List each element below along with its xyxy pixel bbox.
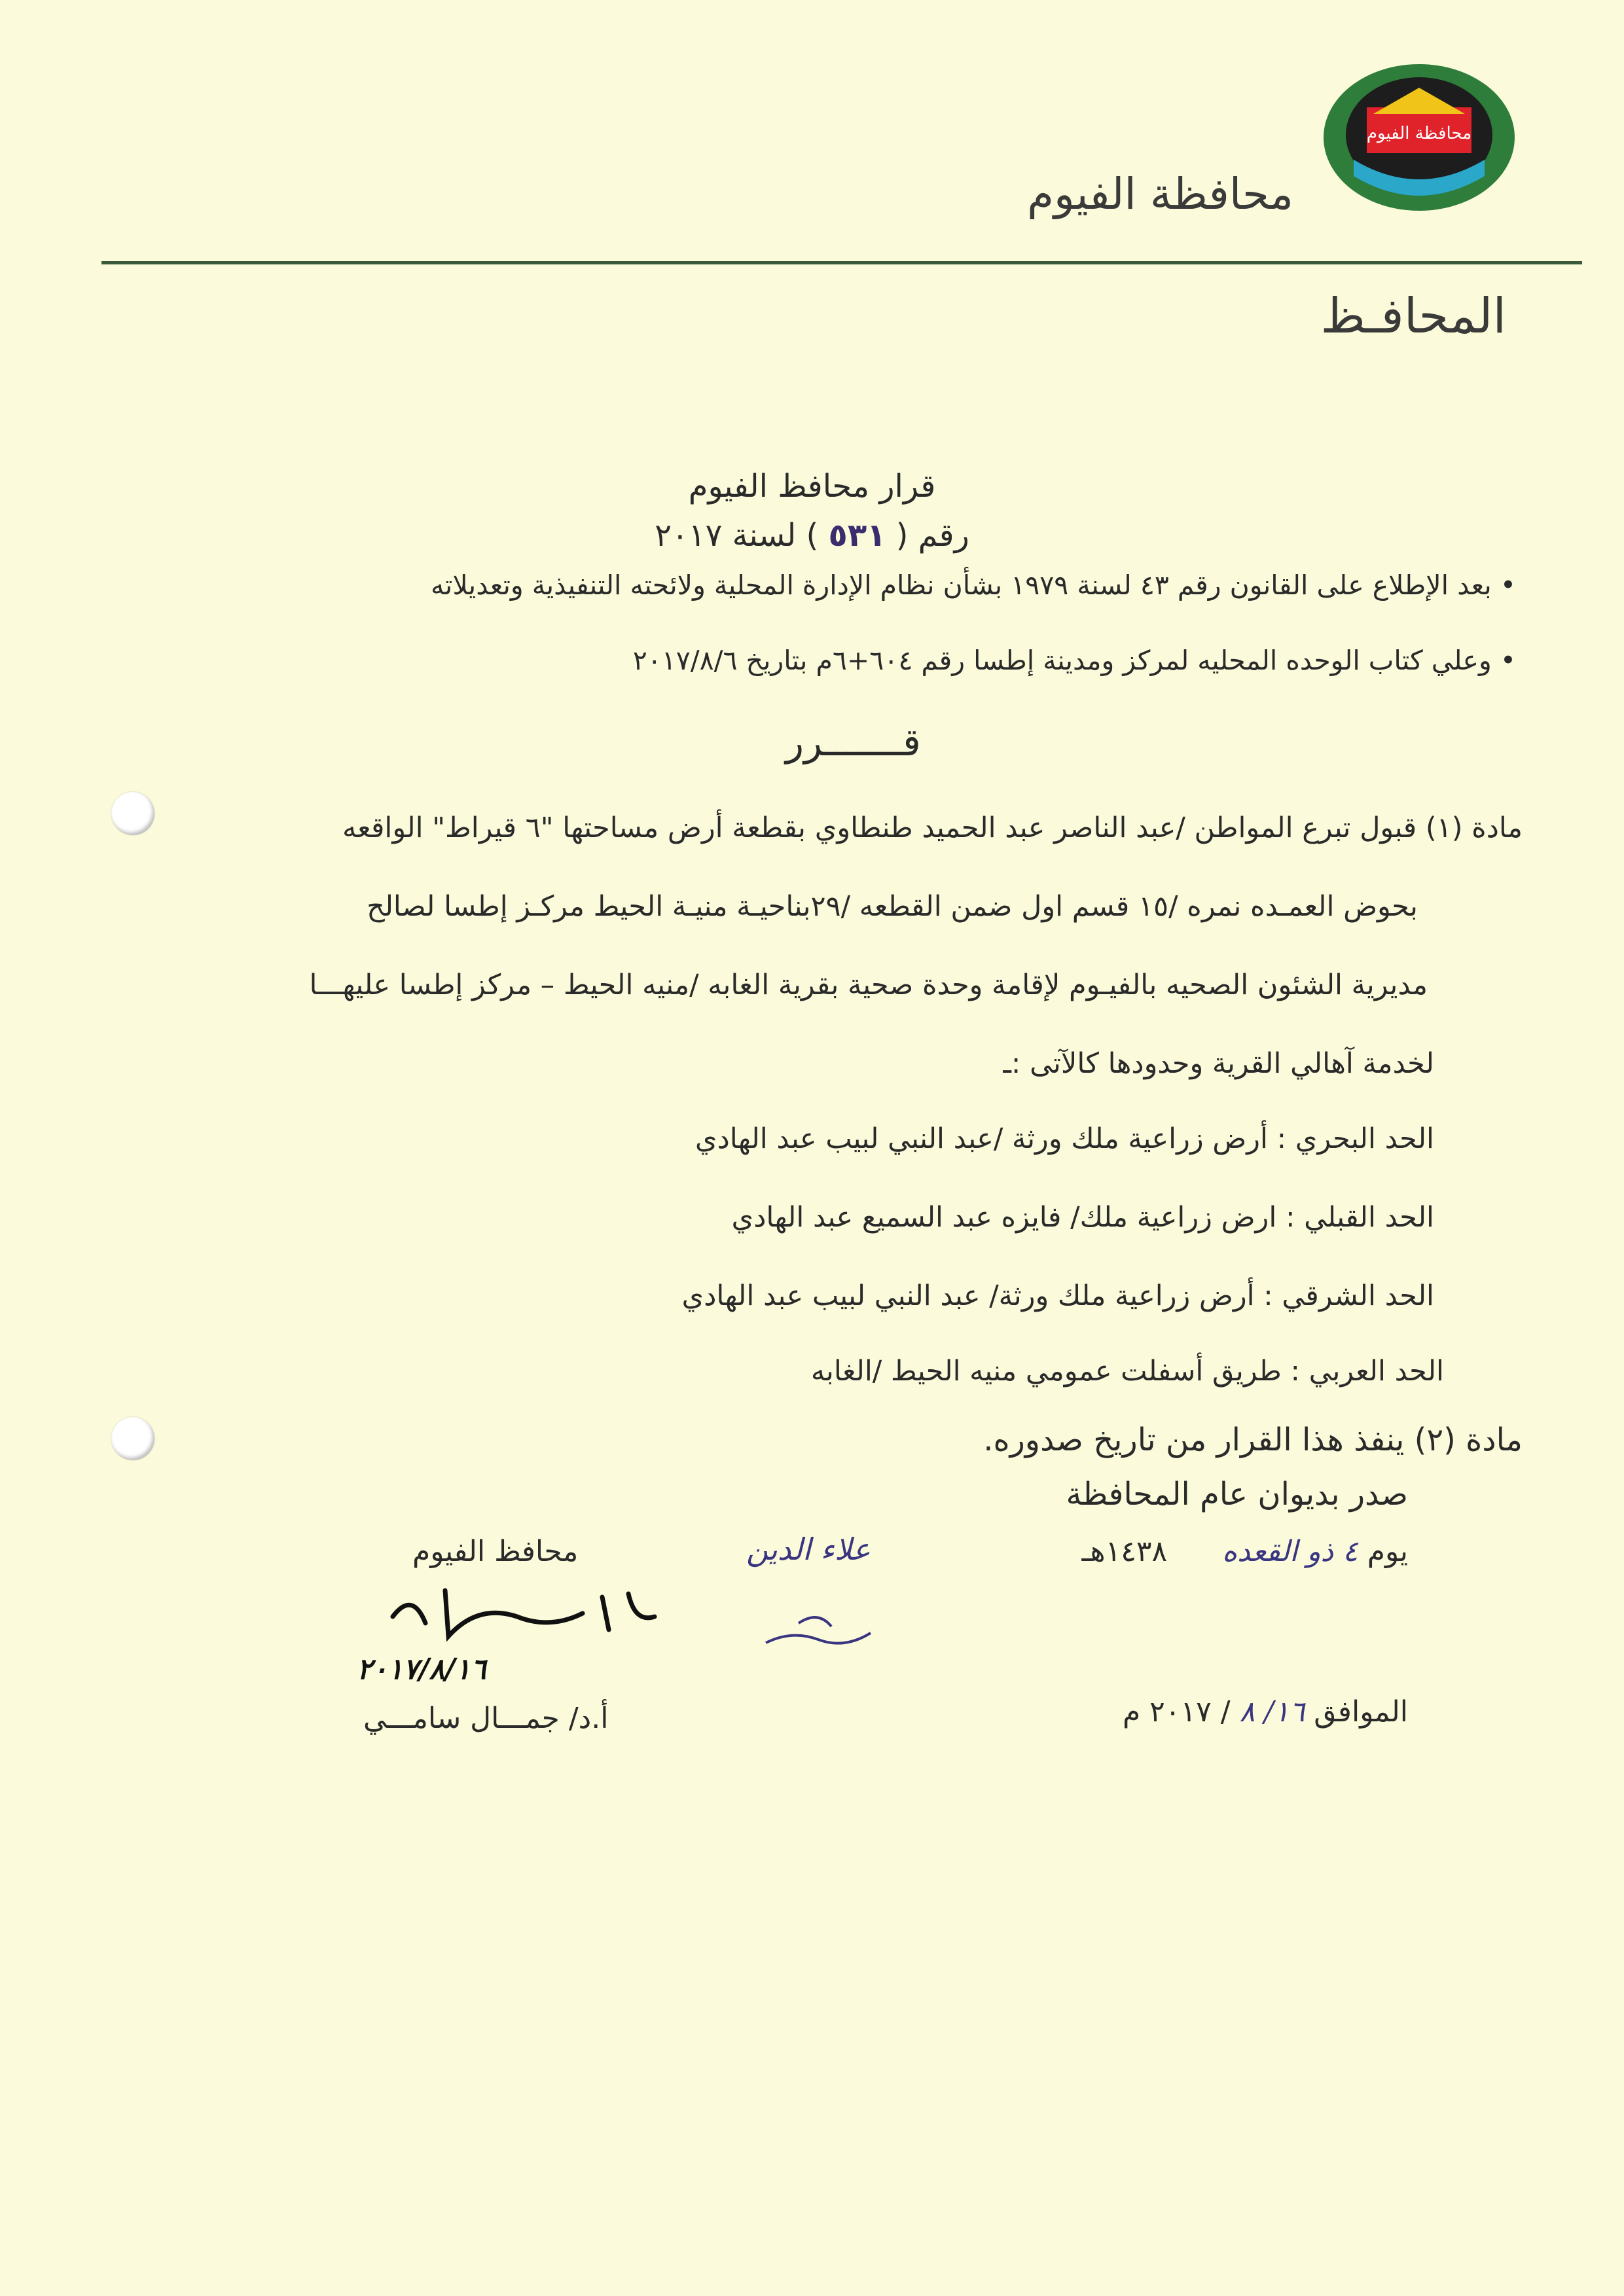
hijri-date-line [1082, 1535, 1408, 1568]
boundary-east: الحد الشرقي : أرض زراعية ملك ورثة/ عبد النبي لبيب عبد الهادي [681, 1280, 1434, 1312]
governor-heading: المحافـظ [1320, 288, 1506, 344]
decree-number-prefix: رقم ( [895, 517, 969, 554]
punch-hole-top [111, 792, 154, 835]
hijri-year: ١٤٣٨هـ [1081, 1535, 1168, 1568]
reviewer-initials-icon [753, 1604, 884, 1662]
punch-hole-bottom [111, 1417, 154, 1460]
signature-date-handwritten: ٢٠١٧/٨/١٦ [357, 1653, 486, 1686]
article1-line-1: مادة (١) قبول تبرع المواطن /عبد الناصر عبد الحميد طنطاوي بقطعة أرض مساحتها "٦ قيراط" الواقعه [342, 812, 1523, 844]
article1-line-4: لخدمة آهالي القرية وحدودها كالآتى :ـ [1003, 1047, 1434, 1080]
reviewer-handwritten: علاء الدين [746, 1532, 871, 1567]
signatory-name: أ.د/ جمـــال سامـــي [363, 1702, 609, 1735]
article1-line-2: بحوض العمـده نمره /١٥ قسم اول ضمن القطعه /٢٩بناحيـة منيـة الحيط مركـز إطسا لصالح [367, 890, 1418, 923]
preamble-line-1: • بعد الإطلاع على القانون رقم ٤٣ لسنة ١٩٧٩ بشأن نظام الإدارة المحلية ولائحته التنفيذية وتعديلاته [430, 569, 1516, 601]
day-label: يوم [1367, 1535, 1408, 1568]
decides-heading: قـــــــرر [785, 720, 921, 764]
greg-handwritten: ١٦/ ٨ [1239, 1695, 1305, 1729]
article2: مادة (٢) ينفذ هذا القرار من تاريخ صدوره. [983, 1422, 1523, 1458]
boundary-north: الحد البحري : أرض زراعية ملك ورثة /عبد النبي لبيب عبد الهادي [695, 1122, 1434, 1155]
boundary-south: الحد القبلي : ارض زراعية ملك/ فايزه عبد السميع عبد الهادي [731, 1201, 1434, 1234]
fayoum-governorate-logo [1321, 62, 1517, 213]
corresponding-label: الموافق [1314, 1695, 1408, 1729]
governorate-name: محافظة الفيوم [1027, 169, 1293, 219]
governor-signature-icon [386, 1577, 661, 1649]
issued-at: صدر بديوان عام المحافظة [1066, 1476, 1408, 1513]
preamble-line-2: • وعلي كتاب الوحده المحليه لمركز ومدينة إطسا رقم ٦٠٤+٦م بتاريخ ٢٠١٧/٨/٦ [632, 645, 1516, 676]
gregorian-date-line [1123, 1695, 1408, 1729]
decree-number-suffix: ) لسنة ٢٠١٧ [655, 517, 819, 554]
decree-number-line [0, 517, 1624, 554]
hijri-handwritten: ٤ ذو القعده [1222, 1535, 1358, 1568]
decree-title: قرار محافظ الفيوم [688, 468, 936, 505]
decree-number: ٥٣١ [828, 517, 886, 554]
greg-year: / ٢٠١٧ م [1122, 1695, 1231, 1729]
article1-line-3: مديرية الشئون الصحيه بالفيـوم لإقامة وحدة صحية بقرية الغابه /منيه الحيط – مركز إطسا عليهـــا [309, 969, 1428, 1001]
boundary-west: الحد العربي : طريق أسفلت عمومي منيه الحيط /الغابه [810, 1355, 1444, 1388]
logo-text: محافظة الفيوم [1366, 124, 1472, 143]
header-divider [101, 261, 1582, 264]
signatory-title: محافظ الفيوم [412, 1535, 579, 1568]
